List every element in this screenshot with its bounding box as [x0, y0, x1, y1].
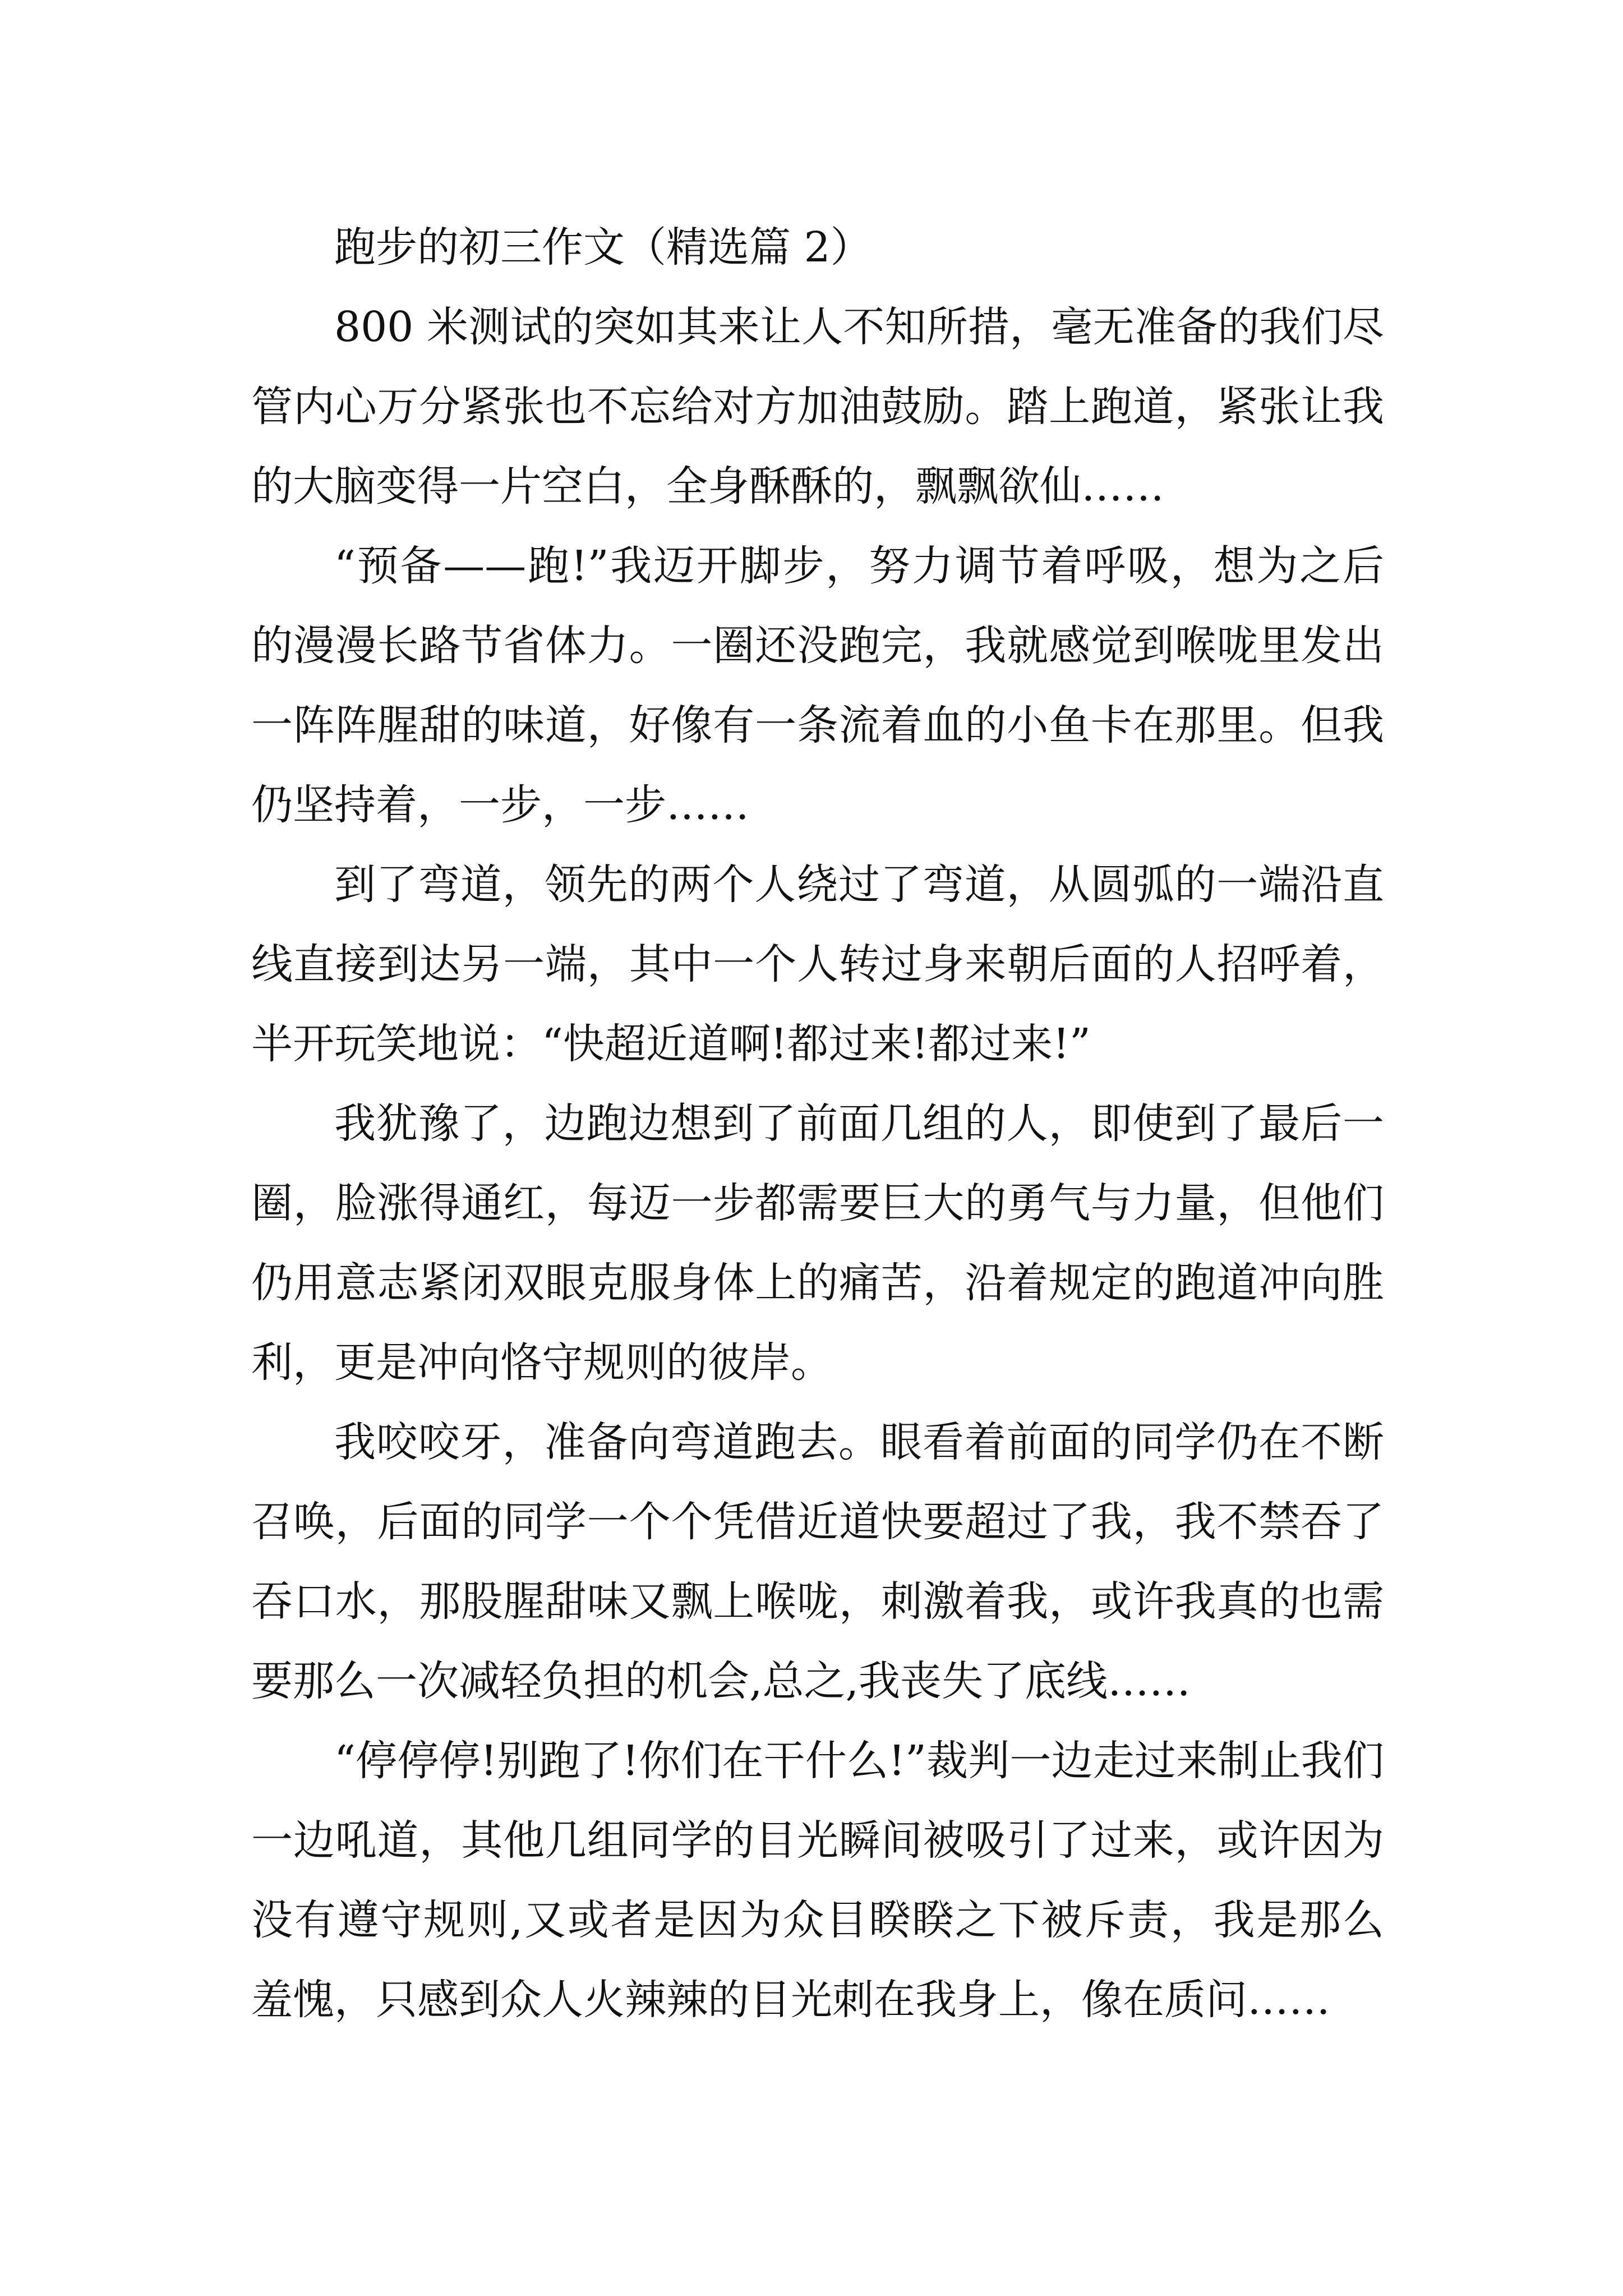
paragraph-3: 到了弯道，领先的两个人绕过了弯道，从圆弧的一端沿直线直接到达另一端，其中一个人转过身来朝后面的人招呼着，半开玩笑地说：“快超近道啊!都过来!都过来!”: [251, 861, 1384, 1068]
paragraph-2: “预备——跑!”我迈开脚步，努力调节着呼吸，想为之后的漫漫长路节省体力。一圈还没跑完，我就感觉到喉咙里发出一阵阵腥甜的味道，好像有一条流着血的小鱼卡在那里。但我仍坚持着，一步，一步……: [251, 542, 1384, 829]
paragraph-6: “停停停!别跑了!你们在干什么!”裁判一边走过来制止我们一边吼道，其他几组同学的目光瞬间被吸引了过来，或许因为没有遵守规则,又或者是因为众目睽睽之下被斥责，我是那么羞愧，只感到众人火辣辣的目光刺在我身上，像在质问……: [251, 1737, 1384, 2024]
paragraph-1: 800 米测试的突如其来让人不知所措，毫无准备的我们尽管内心万分紧张也不忘给对方加油鼓励。踏上跑道，紧张让我的大脑变得一片空白，全身酥酥的，飘飘欲仙……: [251, 303, 1384, 510]
paragraph-4: 我犹豫了，边跑边想到了前面几组的人，即使到了最后一圈，脸涨得通红，每迈一步都需要巨大的勇气与力量，但他们仍用意志紧闭双眼克服身体上的痛苦，沿着规定的跑道冲向胜利，更是冲向恪守规则的彼岸。: [251, 1099, 1384, 1387]
paragraph-5: 我咬咬牙，准备向弯道跑去。眼看着前面的同学仍在不断召唤，后面的同学一个个凭借近道快要超过了我，我不禁吞了吞口水，那股腥甜味又飘上喉咙，刺激着我，或许我真的也需要那么一次减轻负担的机会,总之,我丧失了底线……: [251, 1418, 1384, 1705]
essay-body: [251, 208, 1384, 2040]
essay-title: 跑步的初三作文（精选篇 2）: [334, 223, 872, 272]
